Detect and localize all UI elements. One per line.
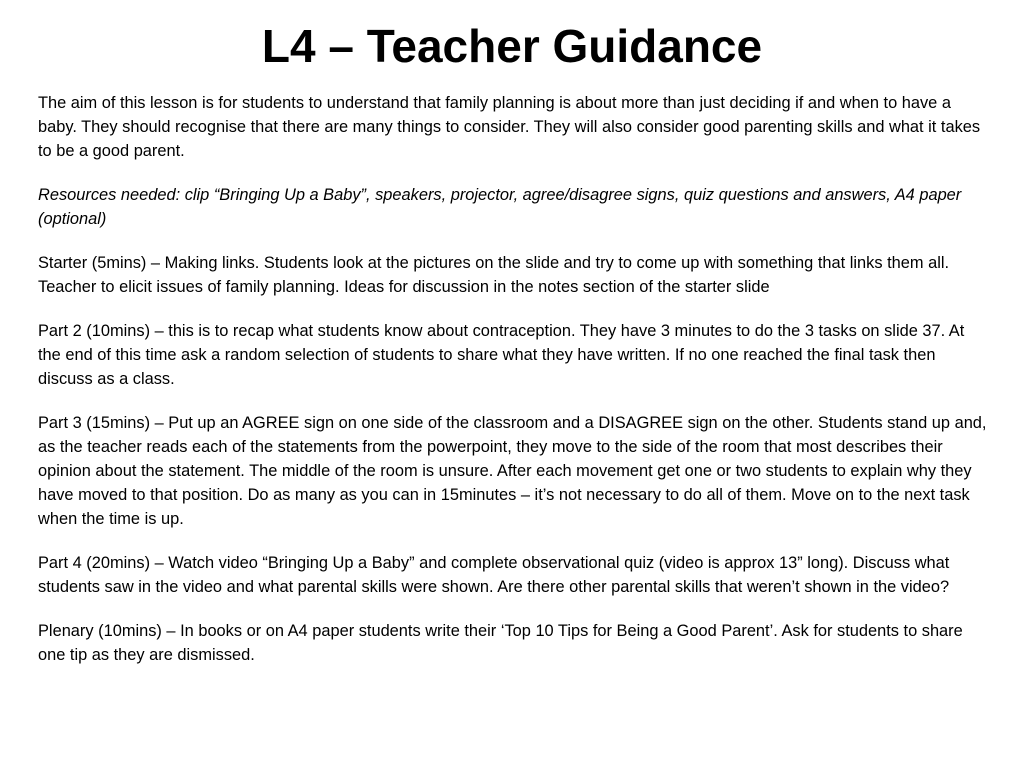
part-3-paragraph: Part 3 (15mins) – Put up an AGREE sign on one side of the classroom and a DISAGREE sign on the other. Students stand up and, as the teacher reads each of the statements from the powerpoint, they move to the side of the room that most describes their opinion about the statement. The middle of the room is unsure. After each movement get one or two students to explain why they have moved to that position. Do as many as you can in 15minutes – it’s not necessary to do all of them. Move on to the next task when the time is up. xyxy=(38,414,987,528)
part-4-paragraph: Part 4 (20mins) – Watch video “Bringing Up a Baby” and complete observational quiz (video is approx 13” long). Discuss what students saw in the video and what parental skills were shown. Are there other parental skills that weren’t shown in the video? xyxy=(38,554,950,596)
aim-paragraph: The aim of this lesson is for students to understand that family planning is about more than just deciding if and when to have a baby. They should recognise that there are many things to consider. They will also consider good parenting skills and what it takes to be a good parent. xyxy=(38,94,981,160)
starter-paragraph: Starter (5mins) – Making links. Students look at the pictures on the slide and try to come up with something that links them all. Teacher to elicit issues of family planning. Ideas for discussion in the notes section of the starter slide xyxy=(38,254,950,296)
plenary-paragraph: Plenary (10mins) – In books or on A4 paper students write their ‘Top 10 Tips for Being a Good Parent’. Ask for students to share one tip as they are dismissed. xyxy=(38,622,963,664)
part-2-paragraph: Part 2 (10mins) – this is to recap what students know about contraception. They have 3 minutes to do the 3 tasks on slide 37. At the end of this time ask a random selection of students to share what they have written. If no one reached the final task then discuss as a class. xyxy=(38,322,965,388)
slide-body xyxy=(38,91,990,687)
resources-paragraph: Resources needed: clip “Bringing Up a Baby”, speakers, projector, agree/disagree signs, quiz questions and answers, A4 paper (optional) xyxy=(38,186,962,228)
slide-title: L4 – Teacher Guidance xyxy=(261,20,763,72)
